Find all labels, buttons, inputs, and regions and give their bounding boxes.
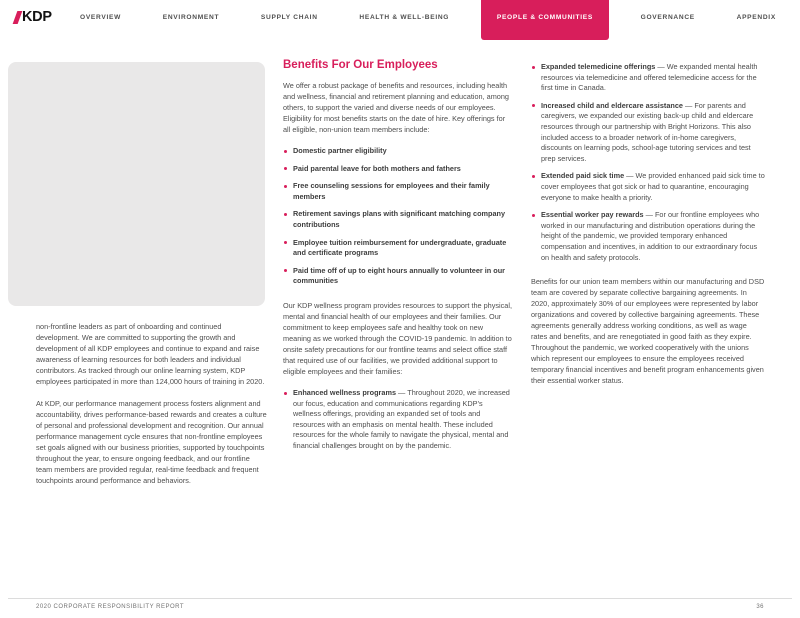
logo-accent-shape [13, 11, 23, 24]
benefit-list-item: Paid parental leave for both mothers and fathers [283, 164, 512, 175]
wellness-paragraph: Our KDP wellness program provides resources to support the physical, mental and financial health of our employees and their families. Our commitment to keep employees safe and healthy took on new meaning as we worked through the COVID-19 pandemic. In addition to onsite safety precautions for our frontline teams and select office staff that required use of our facilities, we provided additional support to eligible employees and their families: [283, 300, 513, 376]
page-number: 36 [756, 604, 764, 610]
covid-support-item [531, 210, 765, 263]
decorative-image-placeholder [8, 62, 265, 306]
covid-support-list-continued [531, 62, 765, 263]
section-heading: Benefits For Our Employees [283, 59, 438, 71]
nav-item-health-well-being[interactable]: HEALTH & WELL-BEING [359, 13, 450, 21]
top-nav [0, 0, 800, 34]
kdp-logo[interactable] [15, 9, 52, 25]
footer-report-title: 2020 CORPORATE RESPONSIBILITY REPORT [36, 604, 185, 610]
nav-item-appendix[interactable]: APPENDIX [736, 13, 776, 21]
middle-column [283, 59, 512, 465]
training-paragraph: non-frontline leaders as part of onboarding and continued development. We are committed to supporting the growth and development of all KDP employees and continue to expand and raise awareness of learning resources for both leaders and individual contributors. As tracked through our online learning system, KDP employees participated in more than 124,000 hours of training in 2020. [36, 322, 265, 386]
bullet-text: — For parents and caregivers, we expanded our existing back-up child and eldercare resources through our partnership with Bright Horizons. This also included access to a broader network of in-home caregivers, discounts on learning pods, school-age tutoring services and test prep services. [541, 100, 754, 163]
covid-support-item [531, 101, 765, 165]
covid-support-item [531, 171, 765, 203]
union-benefits-paragraph: Benefits for our union team members within our manufacturing and DSD team are covered by separate collective bargaining agreements. In 2020, approximately 30% of our employees were represented by labor organizations and covered by collective bargaining agreements. These agreements generally address working conditions, as well as wage rates and benefits, and are renegotiated in good faith as they expire. Throughout the pandemic, we worked cooperatively with the unions which represent our employees to ensure the employees received temporary financial incentives and benefit program enhancements given their essential worker status. [531, 277, 765, 386]
benefit-list-item: Domestic partner eligibility [283, 146, 512, 157]
covid-support-list [283, 388, 512, 452]
benefit-list-item: Paid time off of up to eight hours annually to volunteer in our communities [283, 266, 512, 287]
right-column [531, 62, 765, 386]
bullet-text: — We provided enhanced paid sick time to cover employees that got sick or had to quarantine, encouraging everyone to make health a priority. [541, 171, 765, 202]
bullet-lead: Extended paid sick time [541, 171, 625, 181]
bullet-lead: Essential worker pay rewards [541, 210, 644, 220]
benefit-list-item: Employee tuition reimbursement for undergraduate, graduate and certificate programs [283, 238, 512, 259]
performance-management-paragraph: At KDP, our performance management process fosters alignment and accountability, drives performance-based rewards and creates a culture of personal and professional development and recognition. Our annual performance management cycle ensures that non-frontline employees set goals aligned with our business priorities, supported by touchpoints throughout the year, to ensure ongoing feedback, and our frontline team members are provided regular, real-time feedback and frequent touchpoints around performance and behaviors. [36, 399, 267, 485]
nav-item-supply-chain[interactable]: SUPPLY CHAIN [260, 13, 318, 21]
bullet-lead: Enhanced wellness programs [293, 387, 397, 397]
bullet-text: — We expanded mental health resources via telemedicine and offered telemedicine access for the first time in Canada. [541, 62, 758, 93]
bullet-lead: Expanded telemedicine offerings [541, 62, 656, 71]
benefit-list-item: Free counseling sessions for employees and their family members [283, 181, 512, 202]
page-footer [8, 598, 792, 610]
bullet-text: — For our frontline employees who worked in our manufacturing and distribution operations during the height of the pandemic, we provided temporary enhanced compensation and incentives, in addition to our extraordinary focus on health and safety protocols. [541, 210, 760, 262]
bullet-lead: Increased child and eldercare assistance [541, 100, 683, 110]
nav-item-environment[interactable]: ENVIRONMENT [162, 13, 220, 21]
nav-item-overview[interactable]: OVERVIEW [80, 13, 122, 21]
covid-support-item [283, 388, 512, 452]
nav-menu [70, 0, 786, 34]
benefits-list [283, 146, 512, 287]
left-column [36, 321, 267, 486]
benefits-intro-paragraph: We offer a robust package of benefits and resources, including health and wellness, financial and retirement planning and education, among others, to support the varied and diverse needs of our employees. Eligibility for most benefits starts on the date of hire. Key offerings for all eligible, non-union team members include: [283, 81, 509, 134]
bullet-text: — Throughout 2020, we increased our focus, education and communications regarding KDP’s wellness offerings, providing an expanded set of tools and resources with an emphasis on mental health. These included resources for the whole family to navigate the physical, mental and financial challenges brought on by the pandemic. [293, 387, 510, 450]
benefit-list-item: Retirement savings plans with significant matching company contributions [283, 209, 512, 230]
nav-item-people-communities[interactable]: PEOPLE & COMMUNITIES [481, 0, 609, 40]
nav-item-governance[interactable]: GOVERNANCE [640, 13, 695, 21]
covid-support-item [531, 62, 765, 94]
logo-text: KDP [22, 9, 52, 25]
